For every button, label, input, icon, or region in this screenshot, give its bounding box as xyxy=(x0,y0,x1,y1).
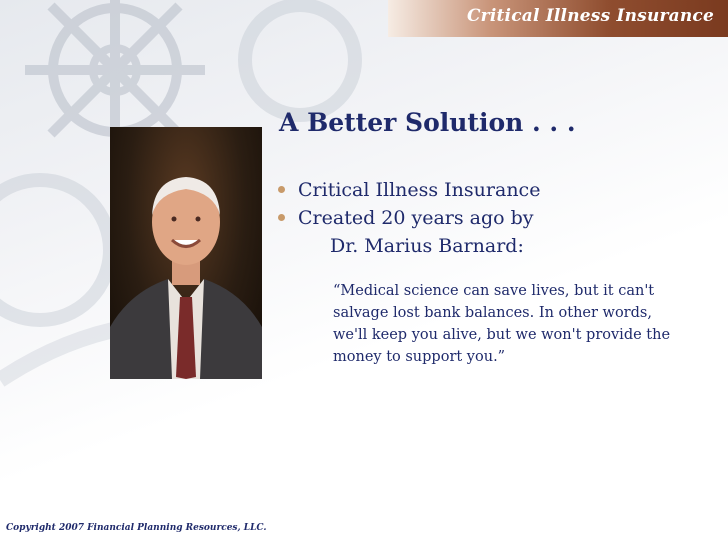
header-banner xyxy=(388,0,728,37)
bullet-icon xyxy=(278,186,285,193)
copyright-footer: Copyright 2007 Financial Planning Resources, LLC. xyxy=(6,523,267,533)
bullet-text: Critical Illness Insurance xyxy=(298,179,541,201)
quote-text: “Medical science can save lives, but it can't salvage lost bank balances. In other words, we'll keep you alive, but we won't provide the money to support you.” xyxy=(333,283,671,365)
bullet-icon xyxy=(278,214,285,221)
slide-title: A Better Solution . . . xyxy=(279,108,576,137)
bullet-continuation: Dr. Marius Barnard: xyxy=(330,235,524,257)
bullet-item xyxy=(276,176,540,204)
portrait-photo xyxy=(110,127,262,379)
banner-title: Critical Illness Insurance xyxy=(466,6,714,26)
bullet-item xyxy=(276,204,540,260)
bullet-text: Created 20 years ago by xyxy=(298,207,534,229)
portrait-illustration xyxy=(110,127,262,379)
bullet-list xyxy=(276,176,540,260)
